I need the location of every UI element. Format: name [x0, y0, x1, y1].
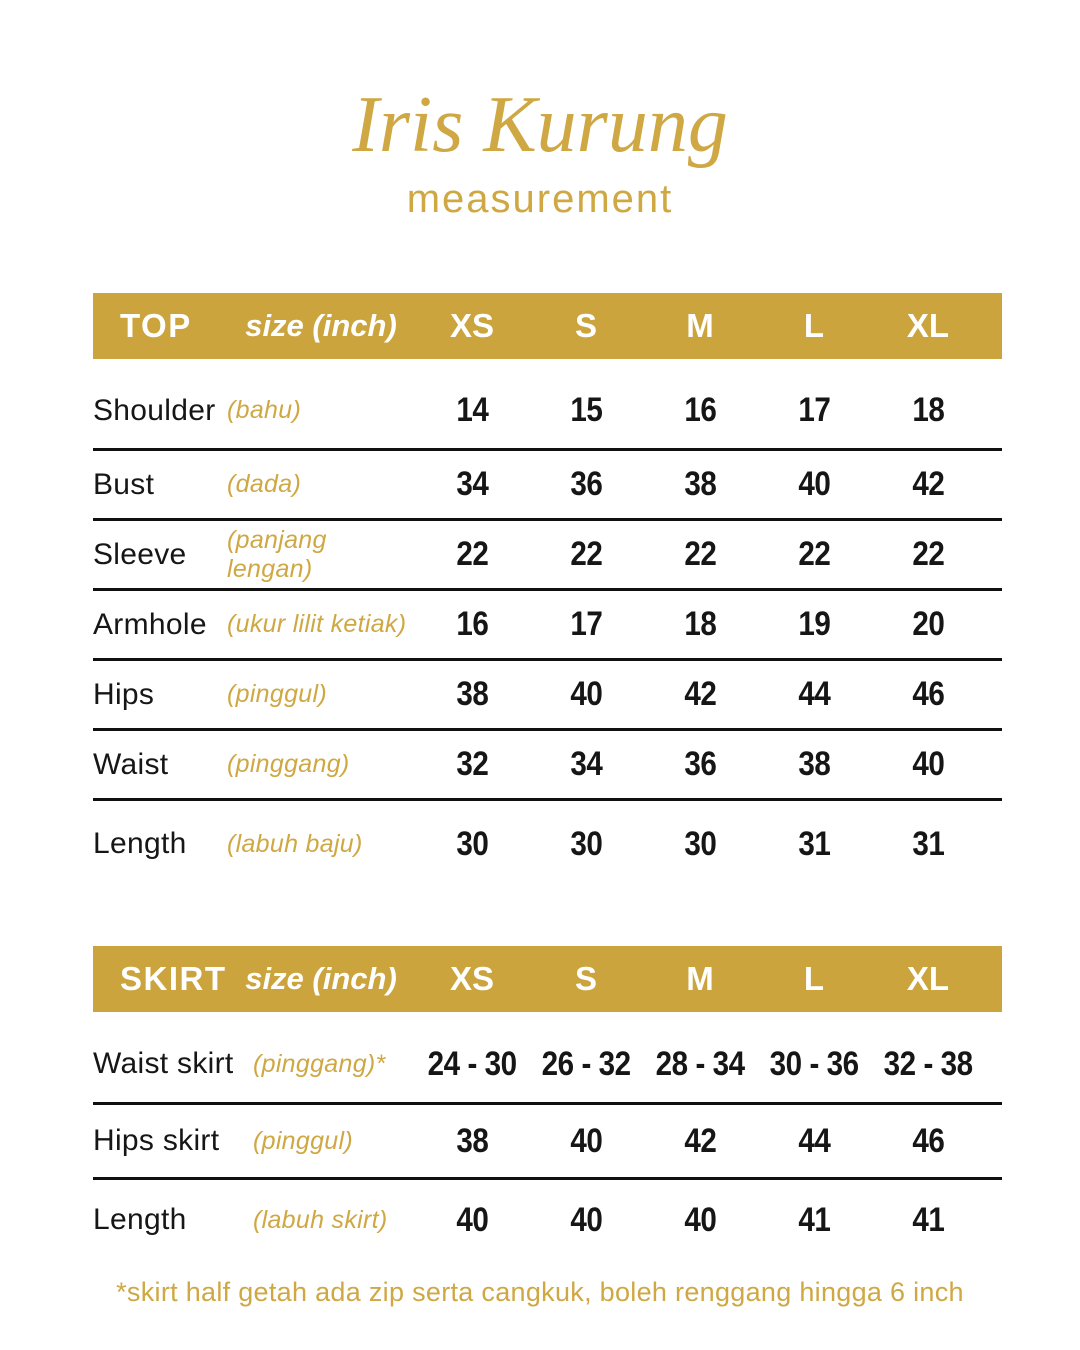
size-value-text: 40	[683, 1200, 717, 1239]
table-row-length	[93, 801, 1002, 887]
size-value	[871, 825, 985, 864]
size-value	[757, 825, 871, 864]
skirt-footnote: *skirt half getah ada zip serta cangkuk, boleh renggang hingga 6 inch	[116, 1277, 964, 1307]
page-subtitle: measurement	[406, 177, 674, 221]
size-value-text: 17	[797, 391, 831, 429]
table-row-waist-skirt	[93, 1012, 1002, 1105]
table-row-hips-skirt	[93, 1105, 1002, 1180]
size-value	[529, 391, 643, 430]
size-value-text: 19	[797, 605, 831, 643]
column-header-l: L	[803, 307, 825, 344]
size-value	[415, 535, 529, 574]
row-label: Armhole	[93, 607, 207, 641]
size-value	[529, 605, 643, 644]
size-value	[643, 605, 757, 644]
size-value-text: 38	[797, 745, 831, 783]
size-value-text: 28 - 34	[655, 1044, 745, 1083]
size-value	[757, 745, 871, 784]
size-value	[871, 391, 985, 430]
size-value-text: 42	[683, 675, 717, 713]
chart-header	[0, 0, 1080, 222]
size-value-text: 46	[911, 1121, 945, 1160]
table-row-hips	[93, 661, 1002, 731]
size-value	[415, 675, 529, 714]
size-value-text: 16	[683, 391, 717, 429]
size-value	[529, 745, 643, 784]
size-value-text: 44	[797, 675, 831, 713]
size-value	[871, 605, 985, 644]
row-label: Hips	[93, 677, 155, 711]
row-translation: (pinggang)	[227, 750, 350, 778]
skirt-table-title: SKIRT	[120, 960, 227, 997]
size-value	[415, 1201, 529, 1240]
size-value-text: 15	[569, 391, 603, 429]
size-value-text: 17	[569, 605, 603, 643]
table-row-sleeve	[93, 521, 1002, 591]
size-value	[529, 1201, 643, 1240]
size-value-text: 31	[911, 824, 945, 863]
size-value-text: 30	[683, 824, 717, 863]
size-value	[871, 675, 985, 714]
size-value-text: 18	[911, 391, 945, 429]
row-translation: (pinggang)*	[253, 1049, 386, 1078]
row-translation: (ukur lilit ketiak)	[227, 610, 407, 638]
size-value	[529, 1122, 643, 1161]
size-value-text: 16	[455, 605, 489, 643]
size-value-text: 34	[569, 745, 603, 783]
size-value-text: 22	[683, 535, 717, 573]
size-value-text: 40	[911, 745, 945, 783]
row-label: Sleeve	[93, 537, 187, 571]
size-value	[757, 1201, 871, 1240]
table-row-shoulder	[93, 359, 1002, 451]
size-value	[529, 825, 643, 864]
size-value	[757, 1122, 871, 1161]
top-size-table	[93, 293, 1002, 887]
size-value	[643, 825, 757, 864]
size-value	[871, 1045, 985, 1084]
row-translation: (pinggul)	[227, 680, 327, 708]
size-value	[643, 1045, 757, 1084]
column-header-m: M	[686, 960, 714, 997]
size-value-text: 41	[911, 1200, 945, 1239]
size-value-text: 22	[797, 535, 831, 573]
size-value	[643, 391, 757, 430]
size-value-text: 14	[455, 391, 489, 429]
size-value	[415, 1045, 529, 1084]
row-label: Hips skirt	[93, 1124, 220, 1157]
size-value	[415, 745, 529, 784]
size-value	[757, 391, 871, 430]
table-row-bust	[93, 451, 1002, 521]
size-value-text: 38	[455, 675, 489, 713]
column-header-xl: XL	[906, 960, 950, 997]
size-value-text: 26 - 32	[541, 1044, 631, 1083]
size-value	[871, 1122, 985, 1161]
top-table-header	[93, 293, 1002, 359]
row-label: Shoulder	[93, 393, 216, 427]
size-value	[871, 1201, 985, 1240]
row-translation: (bahu)	[227, 396, 302, 424]
column-header-s: S	[574, 307, 597, 344]
size-value-text: 18	[683, 605, 717, 643]
size-value	[415, 825, 529, 864]
size-value-text: 30 - 36	[769, 1044, 859, 1083]
size-value	[757, 535, 871, 574]
row-label: Bust	[93, 467, 155, 501]
table-row-armhole	[93, 591, 1002, 661]
size-value-text: 36	[683, 745, 717, 783]
size-value-text: 30	[455, 824, 489, 863]
size-value-text: 32	[455, 745, 489, 783]
skirt-size-unit-label: size (inch)	[245, 961, 397, 996]
size-value-text: 22	[911, 535, 945, 573]
size-value	[643, 1201, 757, 1240]
size-value	[757, 605, 871, 644]
size-value	[643, 1122, 757, 1161]
column-header-s: S	[574, 960, 597, 997]
column-header-l: L	[803, 960, 825, 997]
size-value	[415, 465, 529, 504]
size-value-text: 42	[911, 465, 945, 503]
size-value	[757, 675, 871, 714]
size-value-text: 40	[569, 1121, 603, 1160]
row-label: Length	[93, 827, 187, 860]
row-translation: (pinggul)	[253, 1126, 353, 1155]
size-value-text: 32 - 38	[883, 1044, 973, 1083]
size-value-text: 22	[569, 535, 603, 573]
size-value-text: 46	[911, 675, 945, 713]
size-value	[871, 745, 985, 784]
size-value-text: 24 - 30	[427, 1044, 517, 1083]
size-value	[529, 465, 643, 504]
row-translation: (labuh baju)	[227, 829, 363, 858]
row-translation: (panjang lengan)	[227, 525, 327, 583]
size-value	[415, 391, 529, 430]
row-label: Waist skirt	[93, 1047, 234, 1080]
size-value-text: 38	[455, 1121, 489, 1160]
size-value-text: 31	[797, 824, 831, 863]
size-value-text: 20	[911, 605, 945, 643]
size-value-text: 41	[797, 1200, 831, 1239]
top-table-title: TOP	[120, 307, 192, 344]
size-value-text: 40	[455, 1200, 489, 1239]
table-row-waist	[93, 731, 1002, 801]
size-value	[871, 465, 985, 504]
size-value	[643, 745, 757, 784]
row-translation: (labuh skirt)	[253, 1205, 388, 1234]
column-header-xs: XS	[449, 307, 495, 344]
size-value-text: 38	[683, 465, 717, 503]
size-value-text: 30	[569, 824, 603, 863]
size-value-text: 44	[797, 1121, 831, 1160]
page-title: Iris Kurung	[352, 81, 728, 169]
size-value-text: 42	[683, 1121, 717, 1160]
size-value-text: 40	[569, 1200, 603, 1239]
size-value	[871, 535, 985, 574]
size-value	[757, 465, 871, 504]
size-value	[415, 605, 529, 644]
row-label: Waist	[93, 747, 169, 781]
size-value-text: 34	[455, 465, 489, 503]
column-header-m: M	[686, 307, 714, 344]
skirt-size-table	[93, 946, 1002, 1260]
skirt-table-header	[93, 946, 1002, 1012]
size-value-text: 36	[569, 465, 603, 503]
size-value-text: 22	[455, 535, 489, 573]
column-header-xl: XL	[906, 307, 950, 344]
top-size-unit-label: size (inch)	[245, 308, 397, 343]
column-header-xs: XS	[449, 960, 495, 997]
size-value	[415, 1122, 529, 1161]
size-value	[529, 1045, 643, 1084]
size-value-text: 40	[569, 675, 603, 713]
size-value	[757, 1045, 871, 1084]
size-value	[643, 675, 757, 714]
row-label: Length	[93, 1203, 187, 1236]
size-value	[529, 675, 643, 714]
size-value-text: 40	[797, 465, 831, 503]
size-value	[643, 535, 757, 574]
table-row-length-skirt	[93, 1180, 1002, 1260]
size-value	[643, 465, 757, 504]
row-translation: (dada)	[227, 470, 302, 498]
size-value	[529, 535, 643, 574]
